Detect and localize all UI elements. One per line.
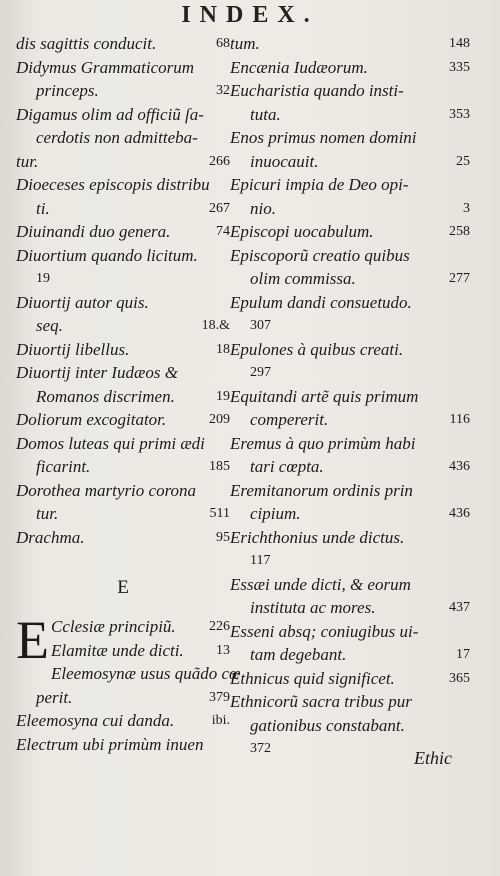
page-number: 277 [449,271,470,286]
index-entry [230,432,470,456]
index-entry [230,385,470,409]
entry-continuation-text: compererit. [250,410,329,429]
entry-text: Diuortij libellus. [16,339,130,359]
index-entry [230,338,470,362]
index-entry-continuation [16,79,230,103]
section-e-start [16,610,241,756]
entry-continuation-text: tari cœpta. [250,457,324,476]
entry-continuation-text: cipium. [250,504,301,523]
page-number: 226 [209,619,230,634]
index-entry-continuation [230,103,470,127]
entry-text: Electrum ubi primùm inuen [16,734,204,754]
entry-continuation-text: tuta. [250,104,281,124]
page-number: 185 [209,459,230,474]
index-entry [230,173,470,197]
entry-text: Diuinandi duo genera. [16,222,171,241]
page-number: 148 [449,36,470,51]
page-number: 68 [216,36,230,51]
entry-text: Elamitæ unde dicti. [51,640,184,660]
index-entry [16,479,230,503]
entry-text: Diuortij inter Iudæos & [16,363,178,382]
index-entry [230,126,470,150]
entry-continuation-text: tur. [36,504,59,523]
entry-text: Diuortium quando licitum. [16,245,198,265]
entry-text: tur. [16,151,39,171]
entry-continuation-text: ficarint. [36,457,91,476]
index-entry-continuation [230,714,470,738]
index-entry [230,244,470,268]
entry-text: dis sagittis conducit. [16,34,157,53]
page-number: 32 [216,83,230,98]
index-entry [230,573,470,597]
page-number: 95 [216,529,230,545]
index-entry [16,291,230,315]
index-entry-continuation [16,455,230,479]
index-entry [230,667,470,691]
entry-text: Domos luteas qui primi ædi [16,433,205,453]
index-entry-continuation [230,643,470,667]
entry-text: Ethnicus quid significet. [230,668,395,688]
entry-text: Epicuri impia de Deo opi- [230,175,409,194]
entry-continuation-text: nio. [250,198,276,218]
drop-capital: E [16,610,49,670]
right-entries [230,32,470,761]
page-number: 25 [456,153,470,169]
page-number: 17 [456,647,470,662]
index-entry [16,103,230,127]
page-number: 116 [449,412,470,427]
index-entry [230,291,470,315]
entry-text: Dioeceses episcopis distribu [16,175,210,194]
page-number: 436 [449,506,470,521]
entry-text: Didymus Grammaticorum [16,57,195,77]
index-entry-continuation [16,686,230,710]
page-number: 18 [216,341,230,357]
page-number: 511 [209,506,230,521]
entry-text: Eremus à quo primùm habi [230,433,416,453]
entry-text: tum. [230,34,260,53]
index-entry [16,56,230,80]
entry-continuation-text: ti. [36,198,50,218]
page-number: 436 [449,459,470,474]
page-number: 13 [216,642,230,658]
page-number: 74 [216,224,230,239]
page-number: 307 [250,318,271,333]
index-entry-continuation [230,502,470,526]
entry-continuation-text: gationibus constabant. [250,715,405,735]
entry-continuation-text: olim commissa. [250,269,356,288]
index-entry [16,526,230,550]
page-number: 372 [250,741,271,756]
entry-text: Episcoporũ creatio quibus [230,245,410,265]
index-entry [16,361,230,385]
entry-text: Cclesiæ principiũ. [51,617,176,636]
entry-text: Ethnicorũ sacra tribus pur [230,692,412,711]
index-entry [230,690,470,714]
page-number: 365 [449,670,470,686]
catchword: Ethic [414,748,452,768]
entry-continuation-text: seq. [36,316,63,335]
page-number: 267 [209,200,230,216]
entry-text: Essæi unde dicti, & eorum [230,574,411,594]
entry-text: Episcopi uocabulum. [230,222,374,241]
left-column [16,32,241,756]
page-number: 335 [449,59,470,75]
index-entry [16,32,230,56]
index-entry [230,220,470,244]
index-entry-continuation [230,150,470,174]
entry-text: Eleemosynæ usus quãdo cœ [51,664,241,683]
index-entry [16,639,230,663]
index-entry-continuation [16,126,230,150]
entry-text: Esseni absq; coniugibus ui- [230,621,419,641]
entry-text: Erichthonius unde dictus. [230,527,405,547]
index-entry [16,709,230,733]
index-entry [230,56,470,80]
page-header: INDEX. [181,2,319,28]
index-entry [230,479,470,503]
page-number: 266 [209,153,230,169]
page-number: 258 [449,224,470,239]
index-entry-page-line [230,549,470,573]
right-column [230,32,470,761]
index-entry [16,432,230,456]
entry-text: Dorothea martyrio corona [16,480,197,500]
page-number: 297 [250,365,271,380]
index-entry [16,244,230,268]
index-entry [230,526,470,550]
entry-text: Encænia Iudæorum. [230,57,368,77]
entry-text: Eucharistia quando insti- [230,81,404,100]
index-entry-page-line [230,314,470,338]
entry-continuation-text: cerdotis non admitteba- [36,128,198,147]
index-entry-continuation [230,267,470,291]
index-entry [16,733,230,757]
index-entry-continuation [16,314,230,338]
index-entry [16,220,230,244]
entry-continuation-text: Romanos discrimen. [36,386,175,406]
index-entry-page-line [230,361,470,385]
index-entry [16,662,241,686]
index-entry [230,620,470,644]
index-entry-page-line [16,267,230,291]
index-entry [230,32,470,56]
entry-text: Equitandi artẽ quis primum [230,386,419,406]
entry-continuation-text: inuocauit. [250,151,319,171]
entry-continuation-text: tam degebant. [250,645,347,664]
index-entry-continuation [230,197,470,221]
index-entry [16,173,230,197]
section-letter: E [117,577,129,598]
index-entry [16,408,230,432]
page-number: 379 [209,689,230,705]
index-entry-continuation [16,502,230,526]
entry-text: Doliorum excogitator. [16,410,167,429]
entry-text: Enos primus nomen domini [230,128,417,147]
entry-continuation-text: princeps. [36,81,99,100]
page-number: 209 [209,412,230,427]
page-number: ibi. [211,713,230,728]
entry-text: Eremitanorum ordinis prin [230,480,413,500]
page-number: 117 [250,553,271,568]
entry-text: Drachma. [16,527,85,547]
page-number: 3 [463,200,470,216]
left-entries [16,32,230,549]
entry-text: Digamus olim ad officiũ ſa- [16,104,204,124]
entry-text: Diuortij autor quis. [16,292,149,312]
index-entry-continuation [230,408,470,432]
index-entry-continuation [16,385,230,409]
entry-continuation-text: instituta ac mores. [250,598,376,617]
entry-continuation-text: perit. [36,687,73,707]
left-e-entries [16,610,241,756]
page-number: 353 [449,106,470,122]
page-number: 19 [216,388,230,404]
page-number: 19 [36,271,50,286]
entry-text: Eleemosyna cui danda. [16,711,175,730]
index-entry [16,338,230,362]
page-number: 18.& [201,318,230,333]
index-entry [16,150,230,174]
page-number: 437 [449,600,470,615]
index-entry [16,615,230,639]
entry-text: Epulones à quibus creati. [230,339,404,359]
index-entry-continuation [230,596,470,620]
index-entry-continuation [230,455,470,479]
index-entry-continuation [16,197,230,221]
entry-text: Epulum dandi consuetudo. [230,292,412,312]
index-entry [230,79,470,103]
